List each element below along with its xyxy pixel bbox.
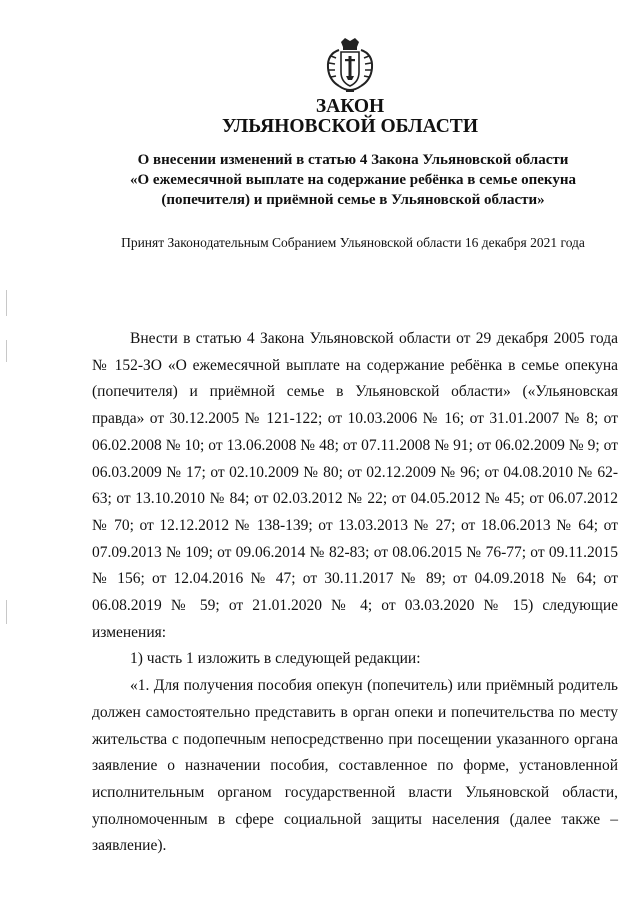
law-subject-line: «О ежемесячной выплате на содержание ребёнка в семье опекуна <box>129 172 576 188</box>
scan-margin-mark <box>6 600 7 624</box>
ulyanovsk-coat-of-arms-icon <box>319 36 381 98</box>
law-body <box>92 326 618 860</box>
law-subject-line: О внесении изменений в статью 4 Закона Ульяновской области <box>137 152 569 168</box>
body-paragraph: 1) часть 1 изложить в следующей редакции: <box>130 650 421 668</box>
body-paragraph: «1. Для получения пособия опекун (попечитель) или приёмный родитель должен самостоятельно представить в орган опеки и попечительства по месту жительства с подопечным непосредственно при посещении указанного органа заявление о назначении пособия, составленное по форме, установленной исполнительным органом государственной власти Ульяновской области, уполномоченным в сфере социальной защиты населения (далее также – заявление). <box>92 677 618 855</box>
law-subject-line: (попечителя) и приёмной семье в Ульяновской области» <box>161 192 545 208</box>
scan-margin-mark <box>6 290 7 316</box>
law-title: ЗАКОН <box>315 96 385 117</box>
adoption-note: Принят Законодательным Собранием Ульяновской области 16 декабря 2021 года <box>121 235 585 250</box>
law-subject <box>90 150 616 210</box>
law-region-title: УЛЬЯНОВСКОЙ ОБЛАСТИ <box>222 116 478 137</box>
body-paragraph: Внести в статью 4 Закона Ульяновской области от 29 декабря 2005 года № 152-ЗО «О ежемесячной выплате на содержание ребёнка в семье опекуна (попечителя) и приёмной семье в Ульяновской области» («Ульяновская правда» от 30.12.2005 № 121-122; от 10.03.2006 № 16; от 31.01.2007 № 8; от 06.02.2008 № 10; от 13.06.2008 № 48; от 07.11.2008 № 91; от 06.02.2009 № 9; от 06.03.2009 № 17; от 02.10.2009 № 80; от 02.12.2009 № 96; от 04.08.2010 № 62-63; от 13.10.2010 № 84; от 02.03.2012 № 22; от 04.05.2012 № 45; от 06.07.2012 № 70; от 12.12.2012 № 138-139; от 13.03.2013 № 27; от 18.06.2013 № 64; от 07.09.2013 № 109; от 09.06.2014 № 82-83; от 08.06.2015 № 76-77; от 09.11.2015 № 156; от 12.04.2016 № 47; от 30.11.2017 № 89; от 04.09.2018 № 64; от 06.08.2019 № 59; от 21.01.2020 № 4; от 03.03.2020 № 15) следующие изменения: <box>92 330 618 641</box>
scan-margin-mark <box>6 340 7 362</box>
